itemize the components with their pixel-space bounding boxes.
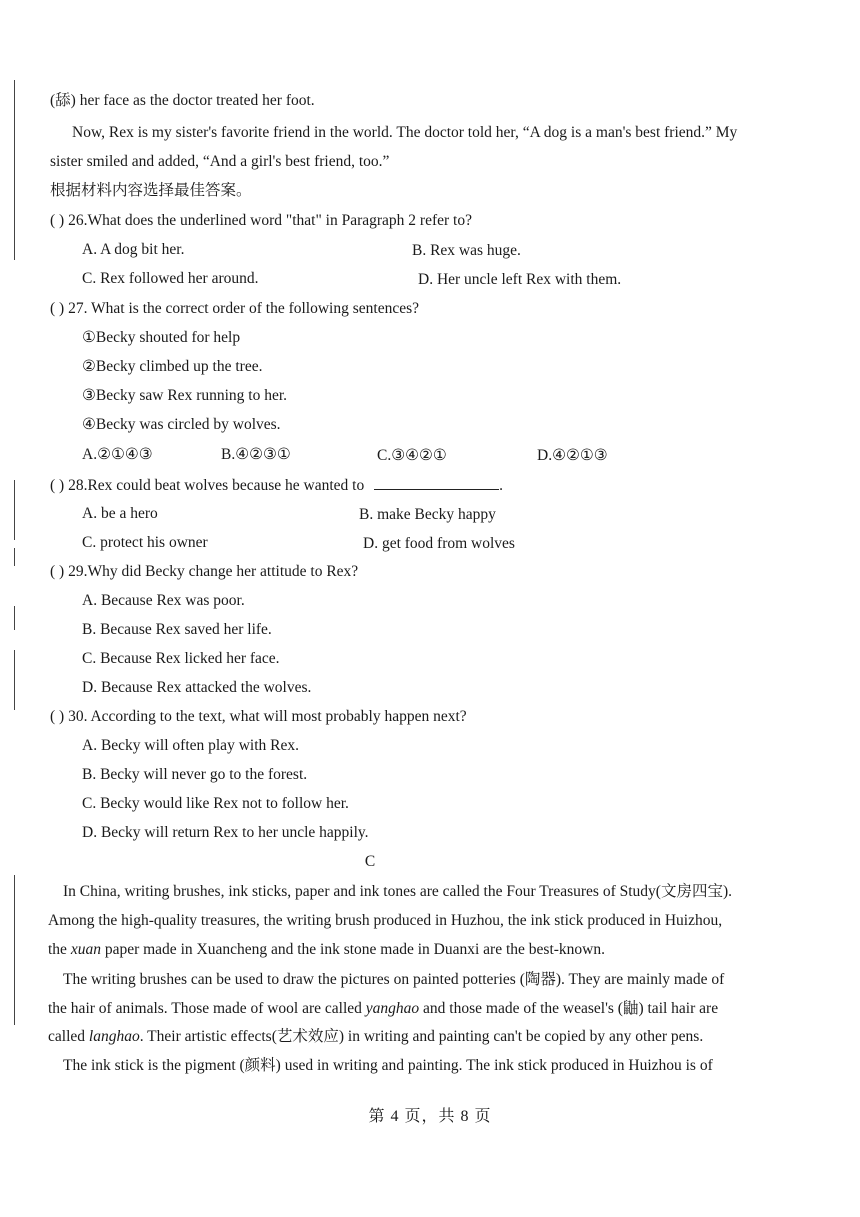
option-c: C. Rex followed her around. bbox=[82, 270, 259, 287]
option-a: A. Becky will often play with Rex. bbox=[82, 737, 299, 754]
option-b: B. Rex was huge. bbox=[412, 242, 521, 259]
option-b: B. make Becky happy bbox=[359, 506, 496, 523]
question-26 bbox=[50, 211, 472, 231]
question-28: ( ) 28.Rex could beat wolves because he wanted to . bbox=[50, 477, 503, 494]
sentence-item: ①Becky shouted for help bbox=[82, 329, 241, 346]
sentence-item: ④Becky was circled by wolves. bbox=[82, 416, 281, 433]
page-number-footer: 第 4 页，共 8 页 bbox=[368, 1108, 492, 1125]
answer-parenthesis: ( ) bbox=[50, 300, 65, 317]
sentence-item: ②Becky climbed up the tree. bbox=[82, 358, 263, 375]
option-b: B. Because Rex saved her life. bbox=[82, 621, 272, 638]
option-a: A. be a hero bbox=[82, 505, 158, 522]
passage-c-line: Among the high-quality treasures, the writing brush produced in Huzhou, the ink stick produced in Huizhou, bbox=[48, 912, 723, 929]
option-c: C. Becky would like Rex not to follow her. bbox=[82, 795, 349, 812]
section-heading: C bbox=[364, 853, 376, 870]
option-c: C. Because Rex licked her face. bbox=[82, 650, 280, 667]
question-stem: 26.What does the underlined word "that" in Paragraph 2 refer to? bbox=[68, 212, 472, 229]
passage-line-2: Now, Rex is my sister's favorite friend in the world. The doctor told her, “A dog is a man's best friend.” My bbox=[72, 124, 738, 141]
passage-c-line: called langhao. Their artistic effects(艺术效应) in writing and painting can't be copied by any other pens. bbox=[48, 1028, 704, 1045]
option-a: A. A dog bit her. bbox=[82, 241, 185, 258]
question-stem: 29.Why did Becky change her attitude to Rex? bbox=[68, 563, 359, 580]
option-c: C.③④②① bbox=[377, 447, 447, 464]
fill-in-blank bbox=[374, 475, 499, 490]
passage-c-line: In China, writing brushes, ink sticks, paper and ink tones are called the Four Treasures of Study(文房四宝). bbox=[63, 883, 732, 900]
option-d: D. Becky will return Rex to her uncle happily. bbox=[82, 824, 369, 841]
sentence-item: ③Becky saw Rex running to her. bbox=[82, 387, 288, 404]
option-d: D. Because Rex attacked the wolves. bbox=[82, 679, 312, 696]
answer-parenthesis: ( ) bbox=[50, 708, 65, 725]
instruction: 根据材料内容选择最佳答案。 bbox=[50, 182, 252, 199]
answer-parenthesis: ( ) bbox=[50, 212, 65, 229]
option-b: B.④②③① bbox=[221, 446, 291, 463]
option-d: D.④②①③ bbox=[537, 447, 608, 464]
passage-c-line: The writing brushes can be used to draw the pictures on painted potteries (陶器). They are mainly made of bbox=[63, 971, 725, 988]
passage-c-line: the hair of animals. Those made of wool are called yanghao and those made of the weasel's (鼬) tail hair are bbox=[48, 1000, 719, 1017]
question-30 bbox=[50, 707, 467, 727]
question-27 bbox=[50, 299, 419, 319]
option-b: B. Becky will never go to the forest. bbox=[82, 766, 308, 783]
question-stem: 30. According to the text, what will most probably happen next? bbox=[68, 708, 467, 725]
option-a: A. Because Rex was poor. bbox=[82, 592, 245, 609]
option-c: C. protect his owner bbox=[82, 534, 208, 551]
question-29 bbox=[50, 562, 358, 582]
option-a: A.②①④③ bbox=[82, 446, 153, 463]
option-d: D. get food from wolves bbox=[363, 535, 515, 552]
question-stem: 28.Rex could beat wolves because he wanted to bbox=[68, 477, 365, 494]
passage-c-line: The ink stick is the pigment (颜料) used in writing and painting. The ink stick produced in Huizhou is of bbox=[63, 1057, 713, 1074]
answer-parenthesis: ( ) bbox=[50, 477, 65, 494]
passage-c-line: the xuan paper made in Xuancheng and the ink stone made in Duanxi are the best-known. bbox=[48, 941, 605, 958]
binding-edge-marks bbox=[14, 60, 18, 1110]
option-d: D. Her uncle left Rex with them. bbox=[418, 271, 622, 288]
passage-line-1: (舔) her face as the doctor treated her foot. bbox=[50, 92, 315, 109]
question-stem: 27. What is the correct order of the following sentences? bbox=[68, 300, 420, 317]
passage-line-3: sister smiled and added, “And a girl's best friend, too.” bbox=[50, 153, 390, 170]
answer-parenthesis: ( ) bbox=[50, 563, 65, 580]
